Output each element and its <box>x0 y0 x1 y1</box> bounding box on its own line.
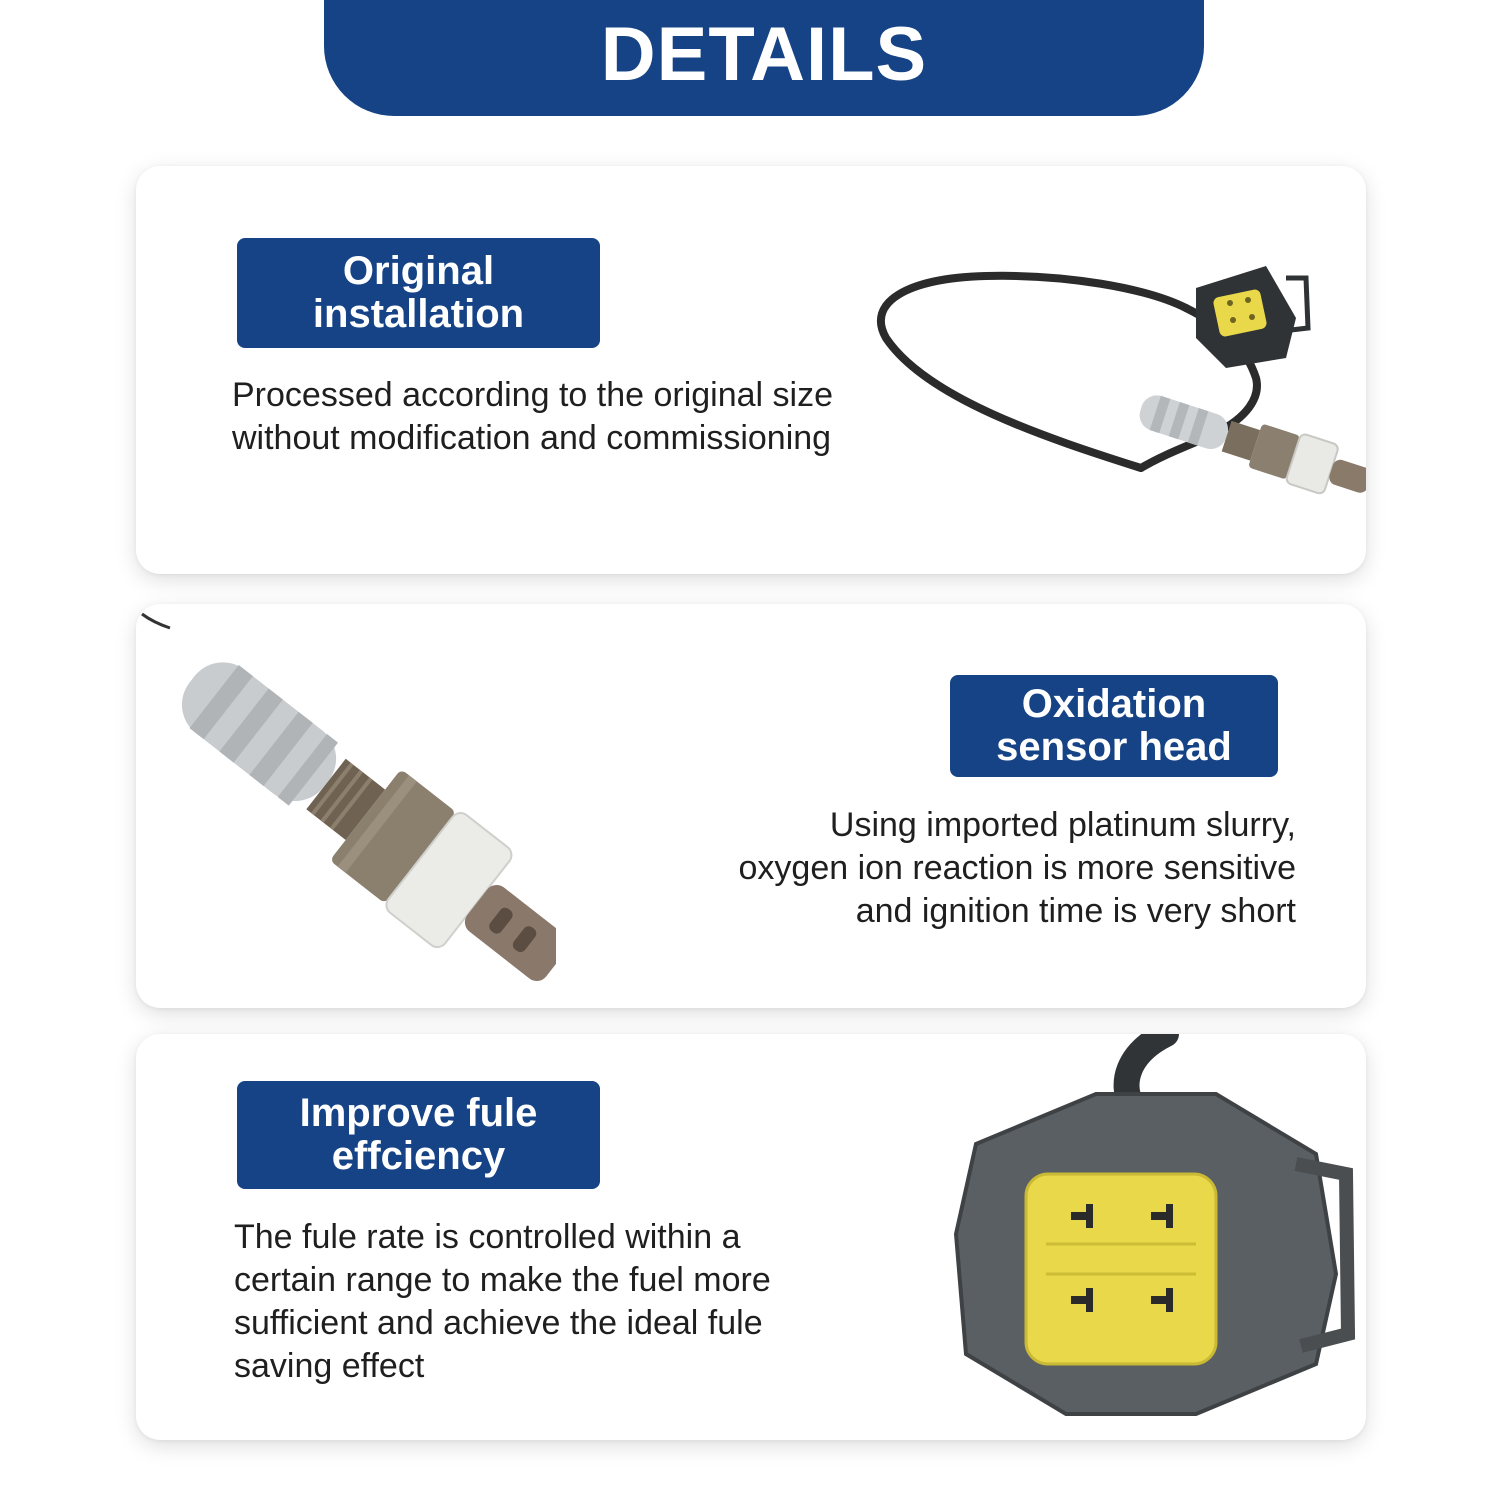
page-title: DETAILS <box>600 12 928 97</box>
feature-title-line2: installation <box>312 292 525 336</box>
feature-card-oxidation-sensor-head <box>136 604 1366 1008</box>
feature-title-line2: effciency <box>331 1134 506 1178</box>
header-banner <box>324 0 1204 116</box>
connector-pin-insert <box>1026 1174 1216 1364</box>
feature-title-badge <box>237 238 600 348</box>
feature-description: The fule rate is controlled within a certain range to make the fuel more sufficient and achieve the ideal fule saving effect <box>234 1218 771 1385</box>
feature-card-original-installation <box>136 166 1366 574</box>
feature-title-line2: sensor head <box>996 725 1232 769</box>
feature-title-line1: Oxidation <box>1021 682 1207 726</box>
feature-description: Processed according to the original size without modification and commissioning <box>232 376 833 457</box>
oxygen-sensor-full-image <box>866 248 1366 508</box>
feature-card-improve-fuel-efficiency <box>136 1034 1366 1440</box>
feature-title-badge <box>237 1081 600 1189</box>
feature-title-line1: Improve fule <box>299 1091 538 1135</box>
feature-title-line1: Original <box>342 249 495 293</box>
feature-description: Using imported platinum slurry, oxygen ion reaction is more sensitive and ignition time is very short <box>738 806 1296 930</box>
feature-title-badge <box>950 675 1278 777</box>
connector-icon <box>1196 266 1308 368</box>
sensor-head-closeup-image <box>136 604 556 1004</box>
connector-plug-closeup-image <box>936 1034 1366 1440</box>
